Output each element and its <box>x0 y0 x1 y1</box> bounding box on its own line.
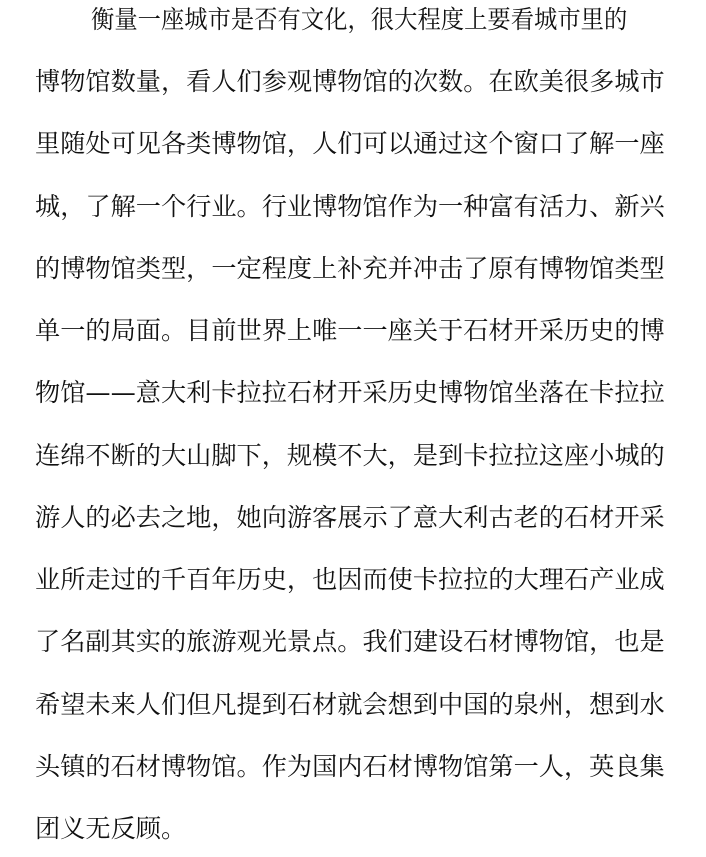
text-line-9: 游人的必去之地，她向游客展示了意大利古老的石材开采 <box>35 503 665 532</box>
text-line-14: 团义无反顾。 <box>35 814 187 843</box>
text-line-3: 里随处可见各类博物馆，人们可以通过这个窗口了解一座 <box>35 129 665 158</box>
text-line-7: 物馆——意大利卡拉拉石材开采历史博物馆坐落在卡拉拉 <box>35 378 665 407</box>
text-line-8: 连绵不断的大山脚下，规模不大，是到卡拉拉这座小城的 <box>35 441 665 470</box>
text-line-11: 了名副其实的旅游观光景点。我们建设石材博物馆，也是 <box>35 627 665 656</box>
text-line-10: 业所走过的千百年历史，也因而使卡拉拉的大理石产业成 <box>35 565 665 594</box>
text-line-12: 希望未来人们但凡提到石材就会想到中国的泉州，想到水 <box>35 690 665 719</box>
text-line-6: 单一的局面。目前世界上唯一一座关于石材开采历史的博 <box>35 316 665 345</box>
text-line-4: 城，了解一个行业。行业博物馆作为一种富有活力、新兴 <box>35 192 665 221</box>
text-line-1: 衡量一座城市是否有文化，很大程度上要看城市里的 <box>91 5 628 34</box>
text-line-5: 的博物馆类型，一定程度上补充并冲击了原有博物馆类型 <box>35 254 665 283</box>
text-line-13: 头镇的石材博物馆。作为国内石材博物馆第一人，英良集 <box>35 752 665 781</box>
text-line-2: 博物馆数量，看人们参观博物馆的次数。在欧美很多城市 <box>35 67 665 96</box>
